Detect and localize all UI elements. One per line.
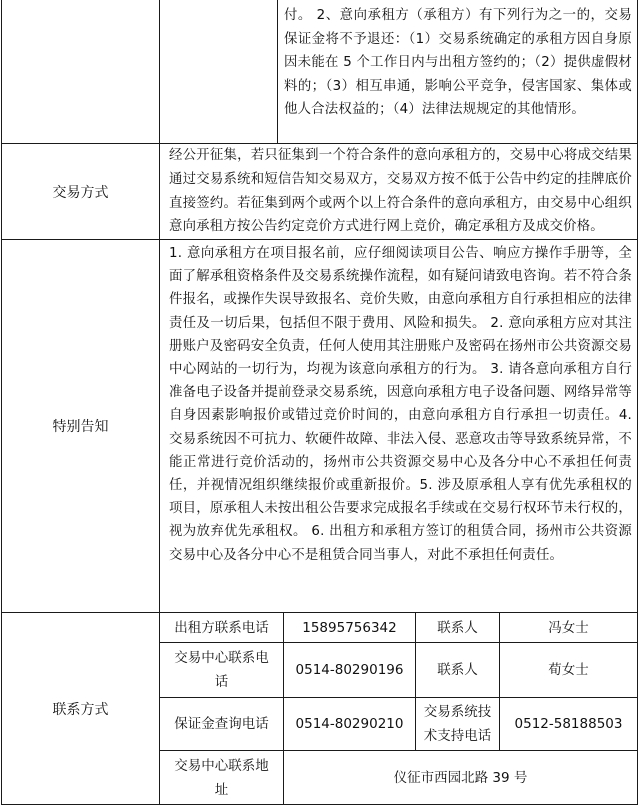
tech-support-phone: 0512-58188503 (514, 716, 623, 732)
special-notice-text: 1. 意向承租方在项目报名前，应仔细阅读项目公告、响应方操作手册等，全面了解承租资格条件及交易系统操作流程，如有疑问请致电咨询。若不符合条件报名，或操作失误导致报名、竞价失败，由意向承租方自行承担相应的法律责任及一切后果，包括但不限于费用、风险和损失。 2. 意向承租方应对其注册账户及密码安全负责，任何人使用其注册账户及密码在扬州市公共资源交易中心网站的一切行为，均视为该意向承租方的行为。 3. 请各意向承租方自行准备电子设备并提前登录交易系统，因意向承租方电子设备问题、网络异常等自身因素影响报价或错过竞价时间的，由意向承租方自行承担一切责任。4. 交易系统因不可抗力、软硬件故障、非法入侵、恶意攻击等导致系统异常，不能正常进行竞价活动的，扬州市公共资源交易中心及各分中心不承担任何责任，并视情况组织继续报价或重新报价。5. 涉及原承租人享有优先承租权的项目，原承租人未按出租公告要求完成报名手续或在交易行权环节未行权的，视为放弃优先承租权。 6. 出租方和承租方签订的租赁合同，扬州市公共资源交易中心及各分中心不是租赁合同当事人，对此不承担任何责任。 (169, 246, 632, 563)
contact-person-label-2: 联系人 (437, 662, 478, 678)
top-row-text-cell (278, 0, 637, 143)
center-address-value: 仪征市西园北路 39 号 (393, 769, 528, 786)
trade-method-text: 经公开征集，若只征集到一个符合条件的意向承租方的，交易中心将成交结果通过交易系统和短信告知交易双方，交易双方按不低于公告中约定的挂牌底价直接签约。若征集到两个或两个以上符合条件的意向承租方，由交易中心组织意向承租方按公告约定竞价方式进行网上竞价，确定承租方及成交价格。 (169, 148, 632, 235)
center-phone-label: 交易中心联系电话 (174, 650, 269, 690)
center-phone-value: 0514-80290196 (295, 662, 404, 678)
deposit-phone-value: 0514-80290210 (295, 716, 404, 732)
special-notice-label: 特别告知 (52, 419, 109, 435)
trade-method-cell (160, 144, 637, 239)
contact-person-2: 荀女士 (548, 662, 589, 678)
special-notice-cell (160, 240, 637, 612)
tech-support-label: 交易系统技术支持电话 (423, 704, 492, 744)
deposit-forfeiture-text: 付。 2、意向承租方（承租方）有下列行为之一的，交易保证金将不予退还：（1）交易系统确定的承租方因自身原因未能在 5 个工作日内与出租方签约的；（2）提供虚假材料的；（3）相互串通，影响公平竞争，侵害国家、集体或他人合法权益的；（4）法律法规规定的其他情形。 (284, 8, 632, 118)
lessor-phone-value: 15895756342 (302, 619, 397, 636)
lessor-phone-label: 出租方联系电话 (174, 619, 269, 636)
contact-person-1: 冯女士 (548, 619, 589, 636)
trade-method-label: 交易方式 (52, 184, 109, 201)
contact-person-label-1: 联系人 (437, 619, 478, 636)
contact-label: 联系方式 (52, 701, 109, 718)
center-address-label: 交易中心联系地址 (174, 757, 269, 798)
deposit-phone-label: 保证金查询电话 (174, 716, 269, 732)
